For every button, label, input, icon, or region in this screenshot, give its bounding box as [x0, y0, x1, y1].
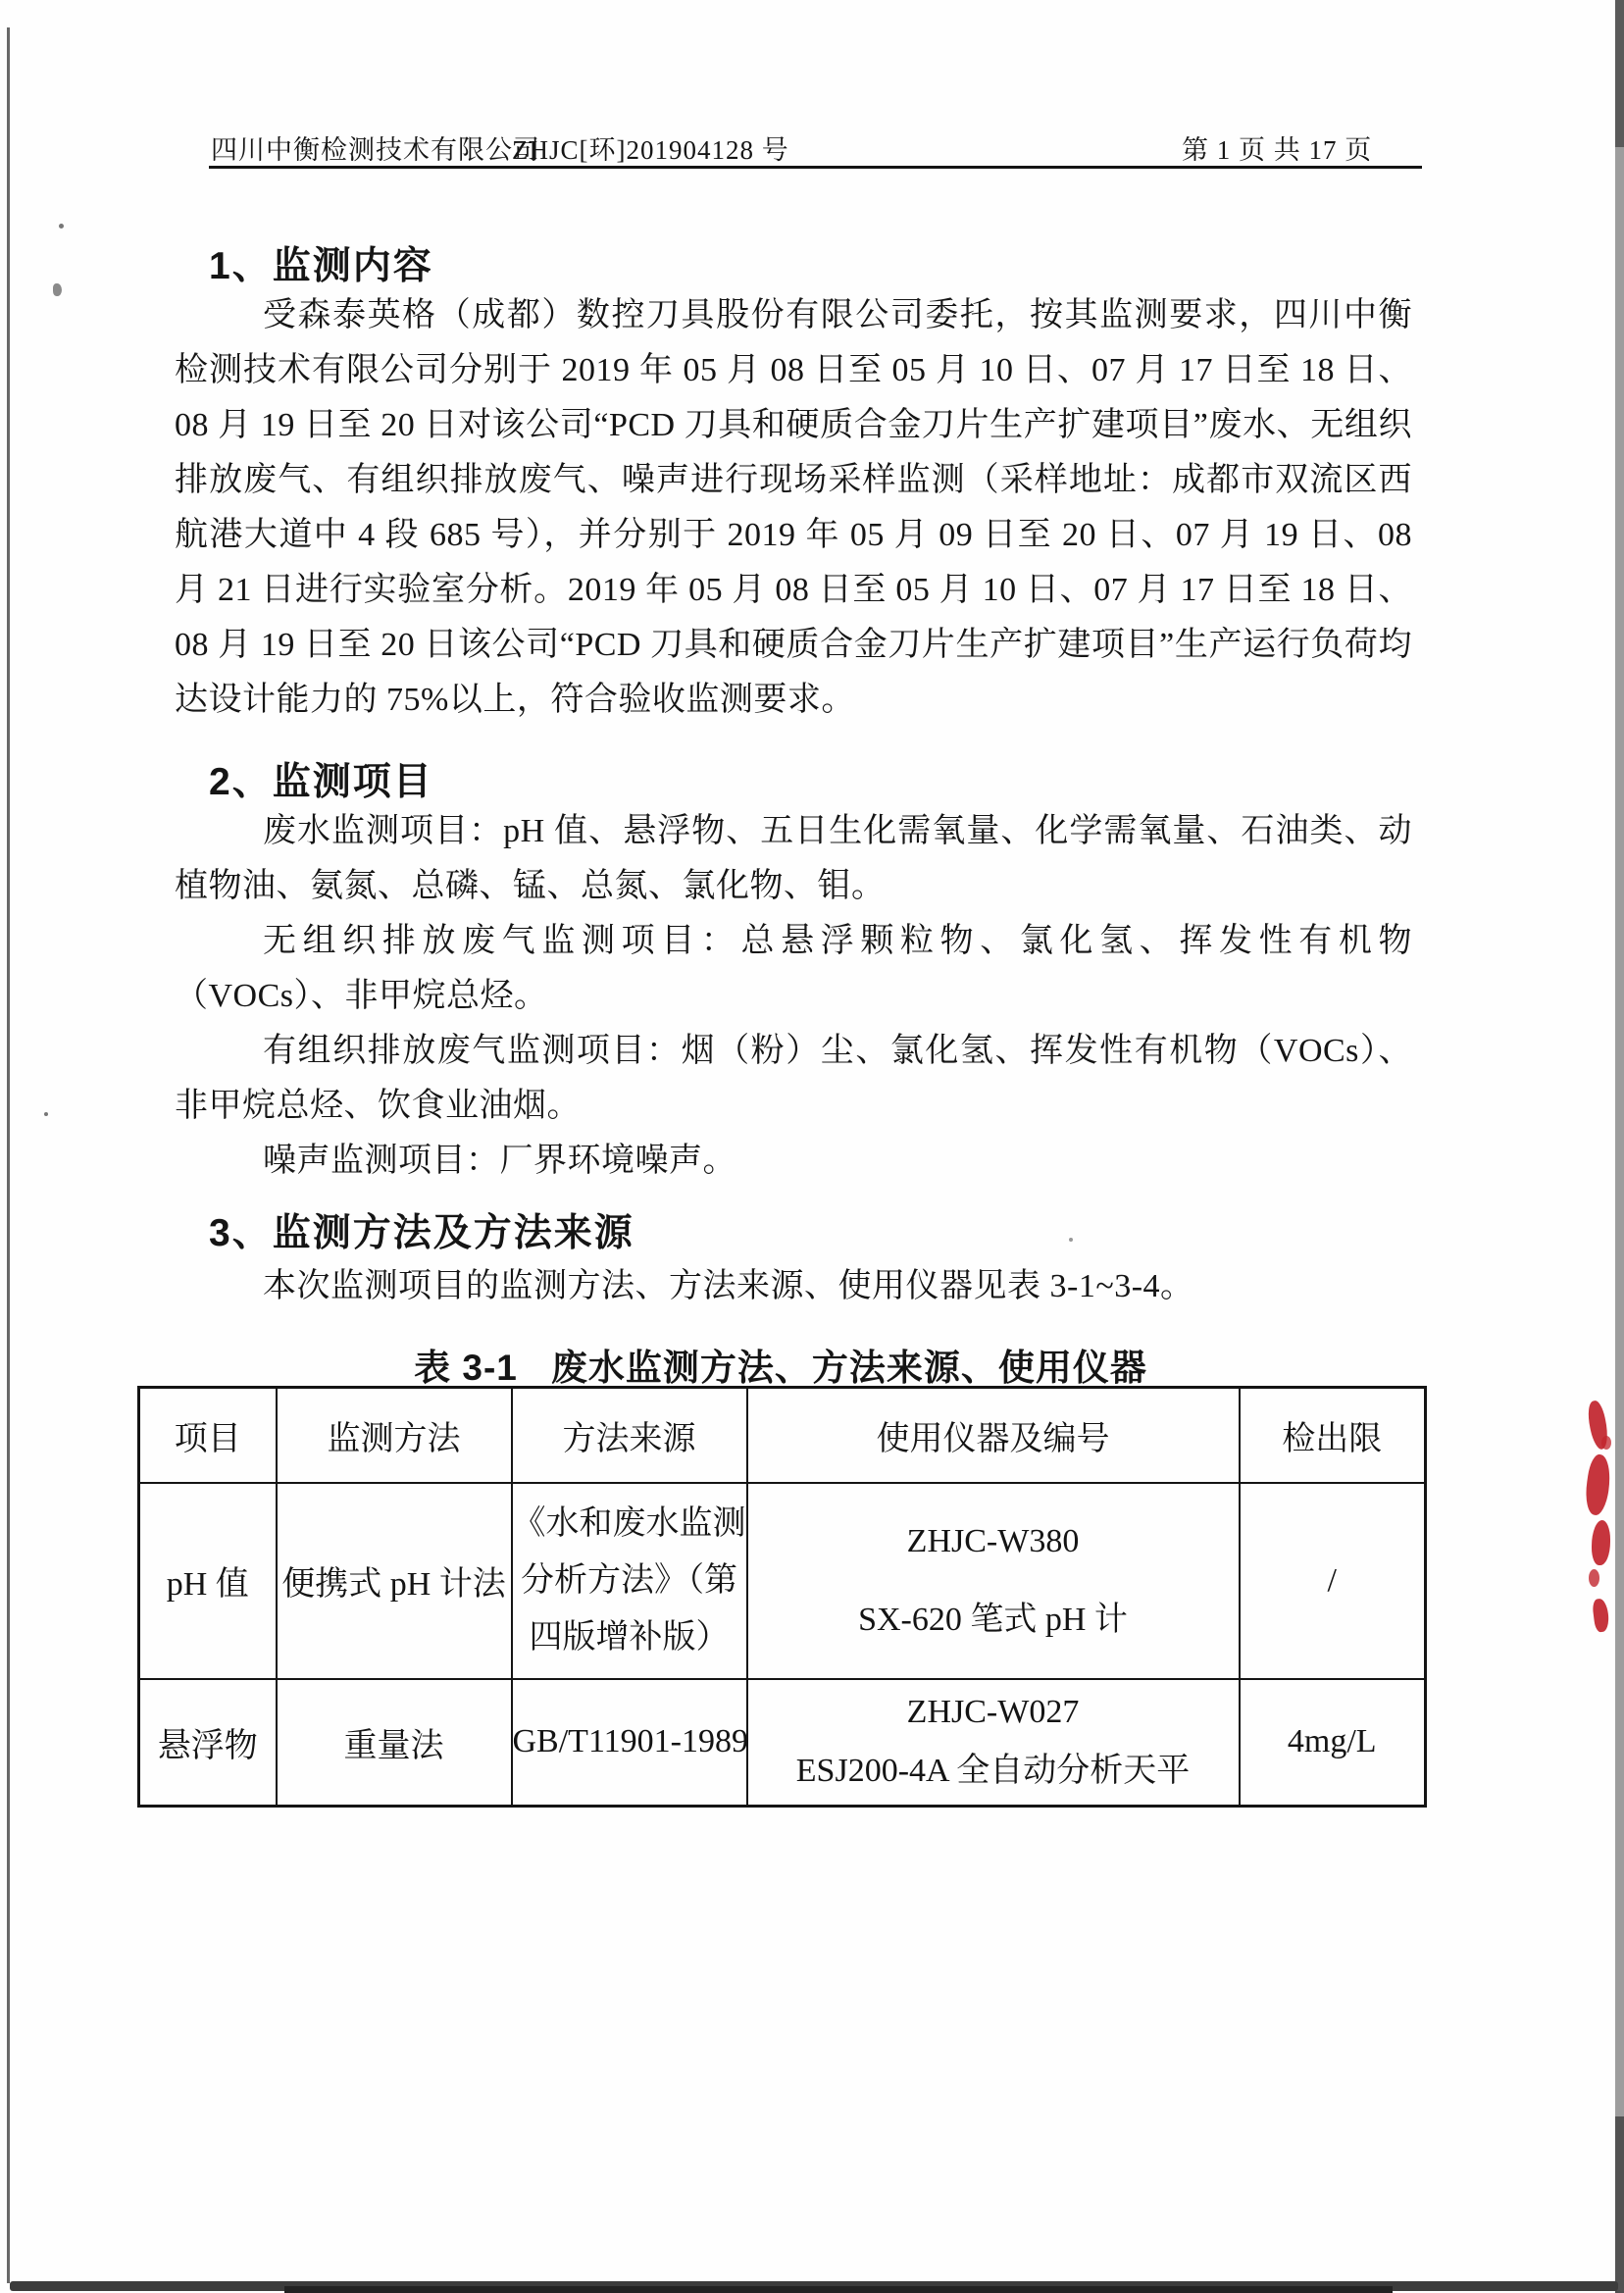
- cell-instrument: [747, 1483, 1240, 1679]
- scan-speck: [44, 1112, 48, 1116]
- scan-edge-right-top: [1615, 0, 1624, 147]
- scan-edge-right: [1615, 0, 1624, 2293]
- table-caption-label: 表 3-1: [414, 1348, 518, 1388]
- header-rule: [209, 166, 1422, 169]
- cell-item: 悬浮物: [139, 1679, 277, 1807]
- header-document-number: ZHJC[环]201904128 号: [512, 135, 789, 165]
- cell-detection-limit: 4mg/L: [1240, 1679, 1426, 1807]
- scan-speck: [53, 283, 62, 296]
- column-header-method: 监测方法: [277, 1388, 512, 1483]
- column-header-source: 方法来源: [512, 1388, 747, 1483]
- table-row: [139, 1483, 1426, 1679]
- table-row: [139, 1679, 1426, 1807]
- paragraph-text: 有组织排放废气监测项目：烟（粉）尘、氯化氢、挥发性有机物（VOCs）、非甲烷总烃、饮食业油烟。: [175, 1033, 1412, 1124]
- scan-speck: [1069, 1238, 1073, 1242]
- cell-detection-limit: /: [1240, 1483, 1426, 1679]
- cell-method: 便携式 pH 计法: [277, 1483, 512, 1679]
- column-header-instrument: 使用仪器及编号: [747, 1388, 1240, 1483]
- cell-source-line: GB/T11901-1989: [512, 1723, 749, 1760]
- header-page-number: 第 1 页 共 17 页: [1182, 135, 1373, 165]
- cell-method: 重量法: [277, 1679, 512, 1807]
- scan-edge-right-bottom: [1615, 2116, 1624, 2293]
- cell-instrument-line: ZHJC-W380: [906, 1522, 1080, 1559]
- cell-instrument-line: ESJ200-4A 全自动分析天平: [795, 1753, 1191, 1790]
- section3-heading: 3、监测方法及方法来源: [209, 1212, 634, 1254]
- section1-paragraph: [175, 288, 1412, 728]
- table-caption-title: 废水监测方法、方法来源、使用仪器: [550, 1348, 1147, 1388]
- cell-instrument-line: SX-620 笔式 pH 计: [858, 1601, 1128, 1638]
- paragraph-text: 本次监测项目的监测方法、方法来源、使用仪器见表 3-1~3-4。: [263, 1268, 1194, 1304]
- cell-source: [512, 1679, 747, 1807]
- section3-paragraph: [175, 1259, 1412, 1314]
- section1-heading: 1、监测内容: [209, 245, 433, 287]
- table-header-row: [139, 1388, 1426, 1483]
- table-caption: [137, 1338, 1424, 1391]
- paragraph-text: 受森泰英格（成都）数控刀具股份有限公司委托，按其监测要求，四川中衡检测技术有限公司分别于 2019 年 05 月 08 日至 05 月 10 日、07 月 17 日至 18 日、08 月 19 日至 20 日对该公司“PCD 刀具和硬质合金刀片生产扩建项目”废水、无组织排放废气、有组织排放废气、噪声进行现场采样监测（采样地址：成都市双流区西航港大道中 4 段 685 号），并分别于 2019 年 05 月 09 日至 20 日、07 月 19 日、08 月 21 日进行实验室分析。2019 年 05 月 08 日至 05 月 10 日、07 月 17 日至 18 日、08 月 19 日至 20 日该公司“PCD 刀具和硬质合金刀片生产扩建项目”生产运行负荷均达设计能力的 75%以上，符合验收监测要求。: [175, 297, 1412, 718]
- column-header-item: 项目: [139, 1388, 277, 1483]
- stamp-fragment: [1592, 1520, 1610, 1565]
- scan-edge-left: [7, 27, 10, 2283]
- cell-instrument-line: ZHJC-W027: [906, 1694, 1080, 1731]
- stamp-fragment: [1583, 1453, 1613, 1517]
- stamp-fragment: [1589, 1569, 1599, 1587]
- scan-edge-bottom-dark: [284, 2286, 1393, 2293]
- wastewater-methods-table: [137, 1386, 1427, 1808]
- column-header-detection-limit: 检出限: [1240, 1388, 1426, 1483]
- paragraph-text: 无组织排放废气监测项目：总悬浮颗粒物、氯化氢、挥发性有机物（VOCs）、非甲烷总烃。: [175, 923, 1412, 1014]
- paragraph-text: 废水监测项目：pH 值、悬浮物、五日生化需氧量、化学需氧量、石油类、动植物油、氨氮、总磷、锰、总氮、氯化物、钼。: [175, 813, 1412, 904]
- section2-paragraphs: [175, 804, 1412, 1189]
- stamp-fragment: [1601, 1436, 1611, 1450]
- section2-heading: 2、监测项目: [209, 761, 433, 803]
- paragraph-text: 噪声监测项目：厂界环境噪声。: [263, 1143, 736, 1179]
- header-company-name: 四川中衡检测技术有限公司: [211, 135, 540, 165]
- cell-item: pH 值: [139, 1483, 277, 1679]
- cell-source-line: 四版增补版）: [529, 1618, 730, 1656]
- stamp-fragment: [1592, 1598, 1610, 1633]
- cell-source-line: 分析方法》（第: [521, 1561, 737, 1599]
- cell-source: [512, 1483, 747, 1679]
- scan-speck: [59, 224, 64, 229]
- cell-source-line: 《水和废水监测: [512, 1504, 746, 1542]
- cell-instrument: [747, 1679, 1240, 1807]
